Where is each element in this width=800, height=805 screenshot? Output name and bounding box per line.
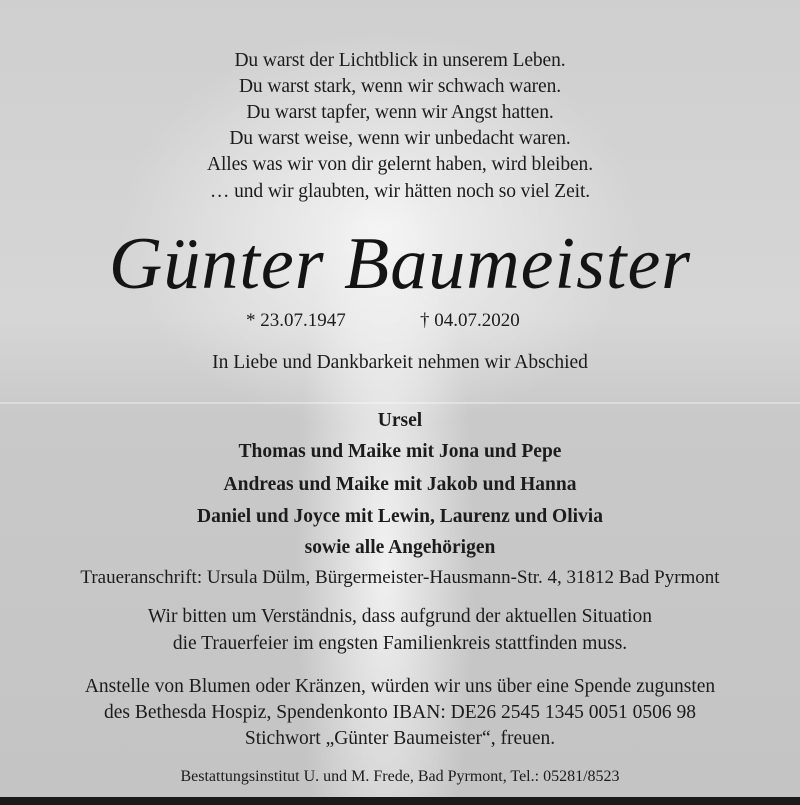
donation-line: des Bethesda Hospiz, Spendenkonto IBAN: DE26 2545 1345 0051 0506 98 <box>104 702 696 723</box>
undertaker-line: Bestattungsinstitut U. und M. Frede, Bad Pyrmont, Tel.: 05281/8523 <box>180 768 620 785</box>
mourner: Ursel <box>377 410 423 431</box>
mourner: Daniel und Joyce mit Lewin, Laurenz und Olivia <box>197 506 603 527</box>
horizon-line <box>0 402 800 404</box>
mourning-address: Traueranschrift: Ursula Dülm, Bürgermeister-Hausmann-Str. 4, 31812 Bad Pyrmont <box>80 567 720 588</box>
mourner: Andreas und Maike mit Jakob und Hanna <box>223 474 577 495</box>
poem-line: Du warst weise, wenn wir unbedacht waren. <box>229 128 571 149</box>
donation-line: Anstelle von Blumen oder Kränzen, würden wir uns über eine Spende zugunsten <box>84 676 716 697</box>
notice-line: die Trauerfeier im engsten Familienkreis stattfinden muss. <box>172 633 628 654</box>
death-date: † 04.07.2020 <box>420 310 520 331</box>
poem-line: Alles was wir von dir gelernt haben, wird bleiben. <box>207 154 593 175</box>
poem-line: Du warst tapfer, wenn wir Angst hatten. <box>246 102 554 123</box>
deceased-name: Günter Baumeister <box>108 223 692 305</box>
donation-line: Stichwort „Günter Baumeister“, freuen. <box>244 728 556 749</box>
birth-date: * 23.07.1947 <box>246 310 346 331</box>
mourner: sowie alle Angehörigen <box>304 537 496 558</box>
poem-line: Du warst der Lichtblick in unserem Leben. <box>234 50 566 71</box>
farewell-line: In Liebe und Dankbarkeit nehmen wir Abschied <box>212 352 588 373</box>
poem-line: Du warst stark, wenn wir schwach waren. <box>238 76 562 97</box>
mourner: Thomas und Maike mit Jona und Pepe <box>238 441 562 462</box>
notice-line: Wir bitten um Verständnis, dass aufgrund der aktuellen Situation <box>147 606 653 627</box>
poem-line: … und wir glaubten, wir hätten noch so viel Zeit. <box>209 181 591 202</box>
